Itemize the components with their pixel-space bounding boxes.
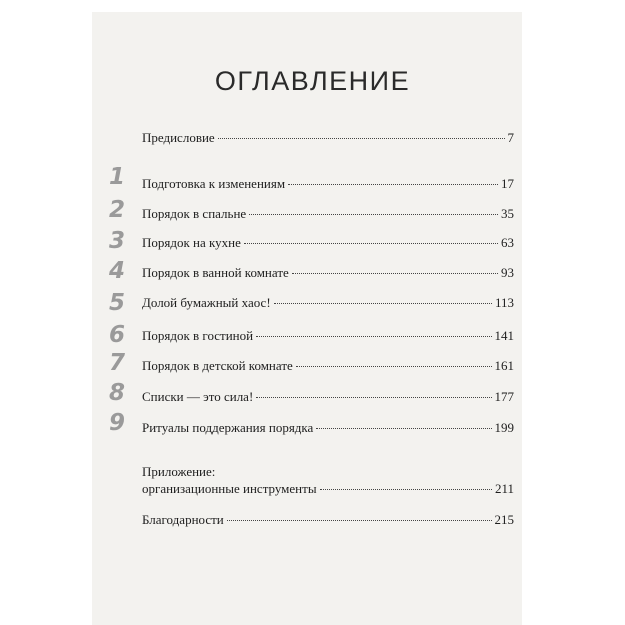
chapter-number: 8: [108, 380, 125, 406]
dot-leader: [316, 428, 491, 429]
toc-entry-label: Благодарности: [142, 512, 224, 527]
chapter-number: 2: [108, 197, 125, 223]
toc-entry-chapter-5: [142, 295, 514, 311]
toc-entry-label: Порядок в детской комнате: [142, 358, 293, 373]
dot-leader: [292, 273, 498, 274]
toc-entry-chapter-8: [142, 389, 514, 405]
chapter-number: 5: [108, 290, 125, 316]
toc-page-number: 93: [501, 265, 514, 280]
toc-page-number: 177: [494, 389, 514, 404]
dot-leader: [256, 397, 491, 398]
dot-leader: [296, 366, 492, 367]
toc-entry-chapter-6: [142, 328, 514, 344]
chapter-number: 3: [108, 228, 125, 254]
toc-page-number: 7: [507, 130, 514, 145]
toc-entry-chapter-7: [142, 358, 514, 374]
dot-leader: [244, 243, 498, 244]
toc-entry-chapter-4: [142, 265, 514, 281]
toc-entry-label: Ритуалы поддержания порядка: [142, 420, 314, 435]
chapter-number: 7: [108, 350, 125, 376]
toc-page-number: 199: [494, 420, 514, 435]
page-title: ОГЛАВЛЕНИЕ: [214, 66, 411, 96]
toc-entry-label: Долой бумажный хаос!: [142, 295, 271, 310]
toc-entry-label: Подготовка к изменениям: [142, 176, 286, 191]
dot-leader: [256, 336, 491, 337]
toc-entry-appendix: [142, 481, 514, 497]
toc-entry-label: Предисловие: [142, 130, 215, 145]
toc-page-number: 215: [494, 512, 514, 527]
dot-leader: [218, 138, 505, 139]
toc-entry-label: Порядок на кухне: [142, 235, 241, 250]
dot-leader: [288, 184, 498, 185]
toc-entry-chapter-2: [142, 206, 514, 222]
paper-sheet: [92, 12, 522, 625]
toc-page-number: 161: [494, 358, 514, 373]
chapter-number: 9: [108, 410, 125, 436]
toc-page-number: 63: [501, 235, 514, 250]
toc-entry-chapter-3: [142, 235, 514, 251]
toc-entry-label: Порядок в гостиной: [142, 328, 254, 343]
toc-entry-label: Порядок в ванной комнате: [142, 265, 289, 280]
toc-entry-chapter-9: [142, 420, 514, 436]
appendix-heading: Приложение:: [142, 464, 216, 479]
toc-entry-chapter-1: [142, 176, 514, 192]
toc-page-number: 35: [501, 206, 514, 221]
dot-leader: [274, 303, 492, 304]
toc-entry-acknowledgements: [142, 512, 514, 528]
toc-entry-label: Порядок в спальне: [142, 206, 247, 221]
chapter-number: 6: [108, 322, 125, 348]
toc-page-number: 17: [501, 176, 514, 191]
toc-page-number: 113: [494, 295, 514, 310]
toc-entry-preface: [142, 130, 514, 146]
toc-entry-label: Списки — это сила!: [142, 389, 254, 404]
toc-entry-label: организационные инструменты: [142, 481, 317, 496]
chapter-number: 1: [108, 164, 125, 190]
chapter-number: 4: [108, 258, 125, 284]
dot-leader: [320, 489, 492, 490]
dot-leader: [249, 214, 498, 215]
toc-page-number: 141: [494, 328, 514, 343]
dot-leader: [227, 520, 492, 521]
toc-page-number: 211: [494, 481, 514, 496]
